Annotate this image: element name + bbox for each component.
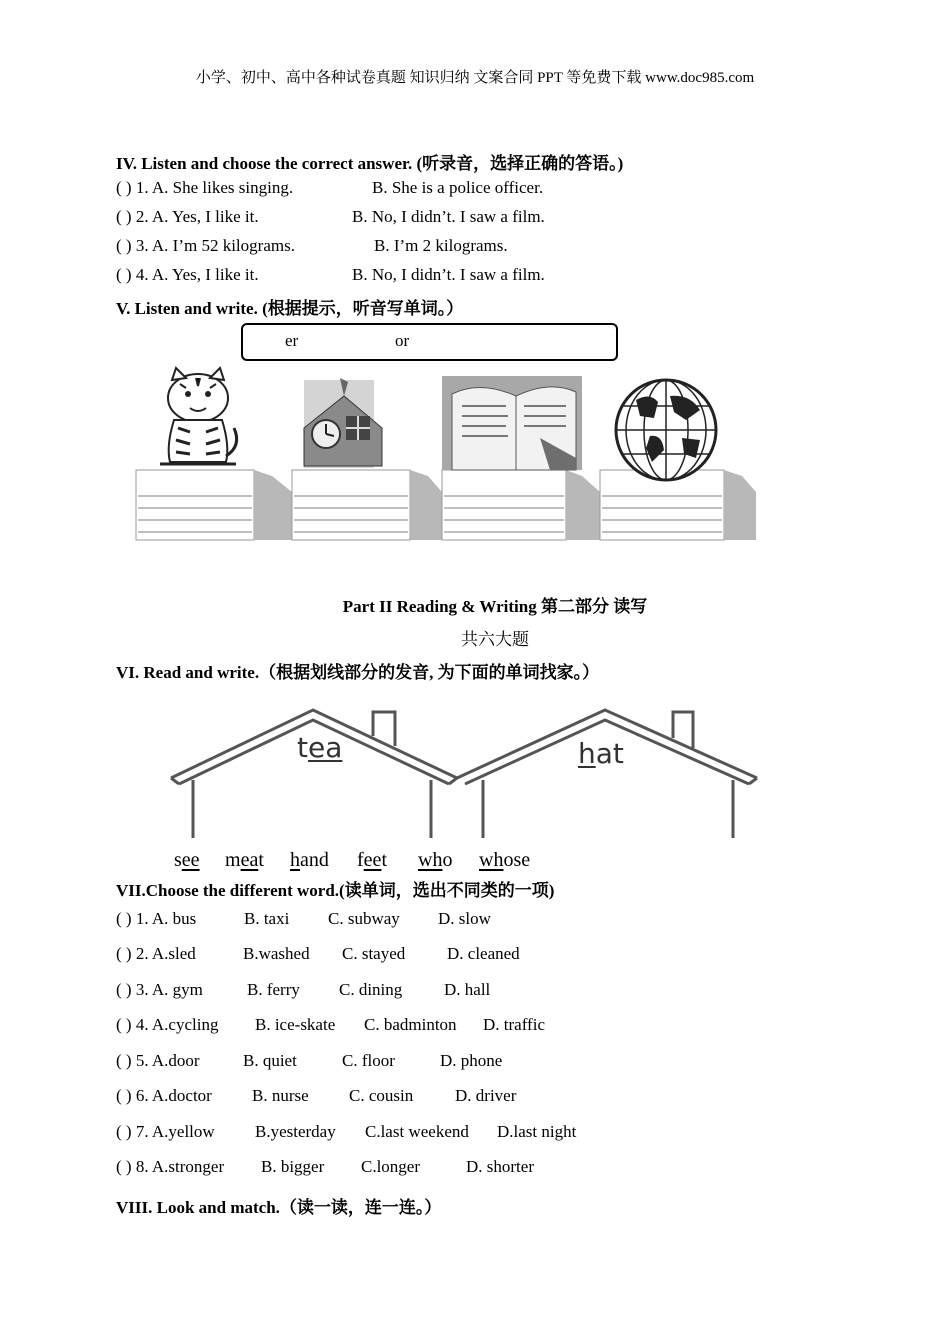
item-4-option-a: ( ) 4. A. Yes, I like it. (116, 265, 259, 284)
word-hand: hand (290, 849, 329, 871)
listening-item-4 (116, 265, 716, 287)
section-5-title: V. Listen and write. (根据提示，听音写单词。） (116, 299, 464, 318)
word-bank (174, 849, 734, 875)
house-1-underlined: ea (307, 731, 343, 764)
listening-item-1 (116, 178, 716, 200)
clock-picture (304, 378, 382, 468)
globe-picture (616, 380, 716, 480)
item-3-option-a: ( ) 3. A. I’m 52 kilograms. (116, 236, 295, 255)
section-4-title: IV. Listen and choose the correct answer. (听录音，选择正确的答语。) (116, 154, 624, 173)
choice-item-8: ( ) 8. A.stronger B. bigger C.longer D. shorter (116, 1157, 534, 1176)
section-8-title: VIII. Look and match.（读一读，连一连。） (116, 1198, 442, 1217)
word-who: who (418, 849, 453, 871)
item-1-option-b: B. She is a police officer. (372, 178, 544, 197)
choice-item-2: ( ) 2. A.sled B.washed C. stayed D. cleaned (116, 944, 520, 963)
word-whose: whose (479, 849, 531, 871)
house-1-word: tea (297, 731, 343, 764)
hint-er: er (285, 331, 299, 350)
phonics-hint-box (241, 323, 618, 361)
choice-item-5: ( ) 5. A.door B. quiet C. floor D. phone (116, 1051, 503, 1070)
choice-item-4: ( ) 4. A.cycling B. ice-skate C. badminton D. traffic (116, 1015, 545, 1034)
word-meat: meat (225, 849, 264, 871)
choice-item-3: ( ) 3. A. gym B. ferry C. dining D. hall (116, 980, 491, 999)
choice-item-6: ( ) 6. A.doctor B. nurse C. cousin D. driver (116, 1086, 517, 1105)
word-feet: feet (357, 849, 387, 871)
word-see: see (174, 849, 200, 871)
page-header: 小学、初中、高中各种试卷真题 知识归纳 文案合同 PPT 等免费下载 www.doc985.com (195, 70, 755, 86)
word-houses (165, 706, 765, 842)
part-2-title: Part II Reading & Writing 第二部分 读写 (342, 597, 648, 616)
tiger-picture (160, 368, 237, 464)
book-picture (442, 376, 582, 470)
choice-item-1: ( ) 1. A. bus B. taxi C. subway D. slow (116, 909, 491, 928)
hint-or: or (395, 331, 410, 350)
listening-item-3 (116, 236, 716, 258)
listening-item-2 (116, 207, 716, 229)
item-4-option-b: B. No, I didn’t. I saw a film. (352, 265, 545, 284)
item-2-option-a: ( ) 2. A. Yes, I like it. (116, 207, 259, 226)
part-2-subtitle: 共六大题 (461, 630, 529, 649)
section-7-title: VII.Choose the different word.(读单词，选出不同类的一项) (116, 881, 555, 900)
item-1-option-a: ( ) 1. A. She likes singing. (116, 178, 294, 197)
house-2-underlined: h (578, 737, 596, 770)
choice-item-7: ( ) 7. A.yellow B.yesterday C.last weekend D.last night (116, 1122, 577, 1141)
item-3-option-b: B. I’m 2 kilograms. (374, 236, 508, 255)
listen-write-pictures (130, 366, 760, 544)
house-2-word: hat (578, 737, 624, 770)
section-6-title: VI. Read and write.（根据划线部分的发音, 为下面的单词找家。） (116, 663, 600, 682)
item-2-option-b: B. No, I didn’t. I saw a film. (352, 207, 545, 226)
